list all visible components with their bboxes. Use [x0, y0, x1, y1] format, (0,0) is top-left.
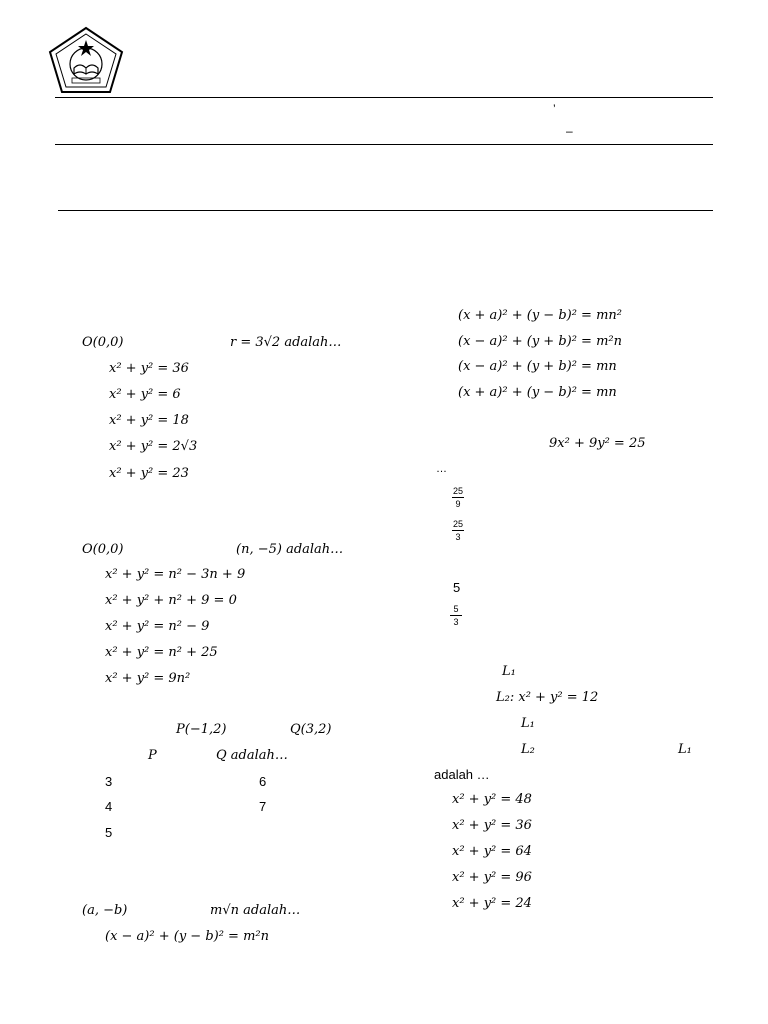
q5-option-a — [452, 486, 464, 509]
q2-stem-point: (n, −5) adalah… — [236, 542, 344, 557]
q1-stem-radius: r = 3√2 adalah… — [230, 335, 342, 350]
q2-stem-center: O(0,0) — [82, 542, 124, 557]
q3-option-d: 6 — [259, 774, 267, 789]
q4-option-a: (x − a)² + (y − b)² = m²n — [105, 929, 269, 944]
q6-stem-l1-second: L₁ — [521, 716, 535, 731]
q5-option-d — [450, 604, 462, 627]
q6-stem-l2: L₂ — [521, 742, 535, 757]
q4-stem-radius: m√n adalah… — [210, 903, 301, 918]
q5-option-b — [452, 519, 464, 542]
header-dash-mark: – — [566, 124, 573, 138]
q6-stem-l2-equation: L₂: x² + y² = 12 — [496, 690, 599, 705]
q2-option-e: x² + y² = 9n² — [105, 671, 191, 686]
q1-option-e: x² + y² = 23 — [109, 466, 189, 481]
fraction-bar — [452, 530, 464, 531]
q3-option-a: 3 — [105, 774, 113, 789]
q4-option-d: (x − a)² + (y + b)² = mn — [458, 359, 617, 374]
q6-option-a: x² + y² = 48 — [452, 792, 532, 807]
q1-option-a: x² + y² = 36 — [109, 361, 189, 376]
q6-option-c: x² + y² = 64 — [452, 844, 532, 859]
q3-stem-q: Q adalah… — [216, 748, 288, 763]
school-emblem-icon — [48, 26, 124, 94]
q5-option-c: 5 — [453, 580, 461, 595]
q3-option-b: 4 — [105, 799, 113, 814]
q4-option-c: (x − a)² + (y + b)² = m²n — [458, 334, 622, 349]
q5-option-b-denominator: 3 — [455, 532, 461, 542]
q3-option-c: 5 — [105, 825, 113, 840]
q5-option-a-numerator: 25 — [452, 486, 463, 496]
q5-option-d-denominator: 3 — [453, 617, 459, 627]
q6-option-b: x² + y² = 36 — [452, 818, 532, 833]
q1-option-b: x² + y² = 6 — [109, 387, 181, 402]
q6-stem-l1: L₁ — [502, 664, 516, 679]
q1-stem-center: O(0,0) — [82, 335, 124, 350]
q3-option-e: 7 — [259, 799, 267, 814]
q6-stem-l1-third: L₁ — [678, 742, 692, 757]
q1-option-d: x² + y² = 2√3 — [109, 439, 198, 454]
q4-option-e: (x + a)² + (y − b)² = mn — [458, 385, 617, 400]
q5-option-b-numerator: 25 — [452, 519, 463, 529]
q2-option-a: x² + y² = n² − 3n + 9 — [105, 567, 246, 582]
q2-option-d: x² + y² = n² + 25 — [105, 645, 218, 660]
q4-stem-center: (a, −b) — [82, 903, 128, 918]
q3-stem-point-p: P(−1,2) — [176, 722, 227, 737]
q3-stem-p: P — [148, 748, 157, 763]
q2-option-c: x² + y² = n² − 9 — [105, 619, 210, 634]
header-comma-mark: ’ — [553, 102, 556, 116]
q5-option-d-numerator: 5 — [453, 604, 459, 614]
q4-option-b: (x + a)² + (y − b)² = mn² — [458, 308, 622, 323]
q6-option-d: x² + y² = 96 — [452, 870, 532, 885]
q6-stem-tail: adalah … — [434, 767, 490, 782]
fraction-bar — [450, 615, 462, 616]
q3-stem-point-q: Q(3,2) — [290, 722, 332, 737]
fraction-bar — [452, 497, 464, 498]
q6-option-e: x² + y² = 24 — [452, 896, 532, 911]
q1-option-c: x² + y² = 18 — [109, 413, 189, 428]
q2-option-b: x² + y² + n² + 9 = 0 — [105, 593, 237, 608]
q5-option-a-denominator: 9 — [455, 499, 461, 509]
header-bottom-rule — [58, 210, 713, 211]
header-mid-rule — [55, 144, 713, 145]
header-top-rule — [55, 97, 713, 98]
q5-stem-ellipsis: … — [436, 463, 447, 475]
q5-stem-equation: 9x² + 9y² = 25 — [549, 436, 646, 451]
